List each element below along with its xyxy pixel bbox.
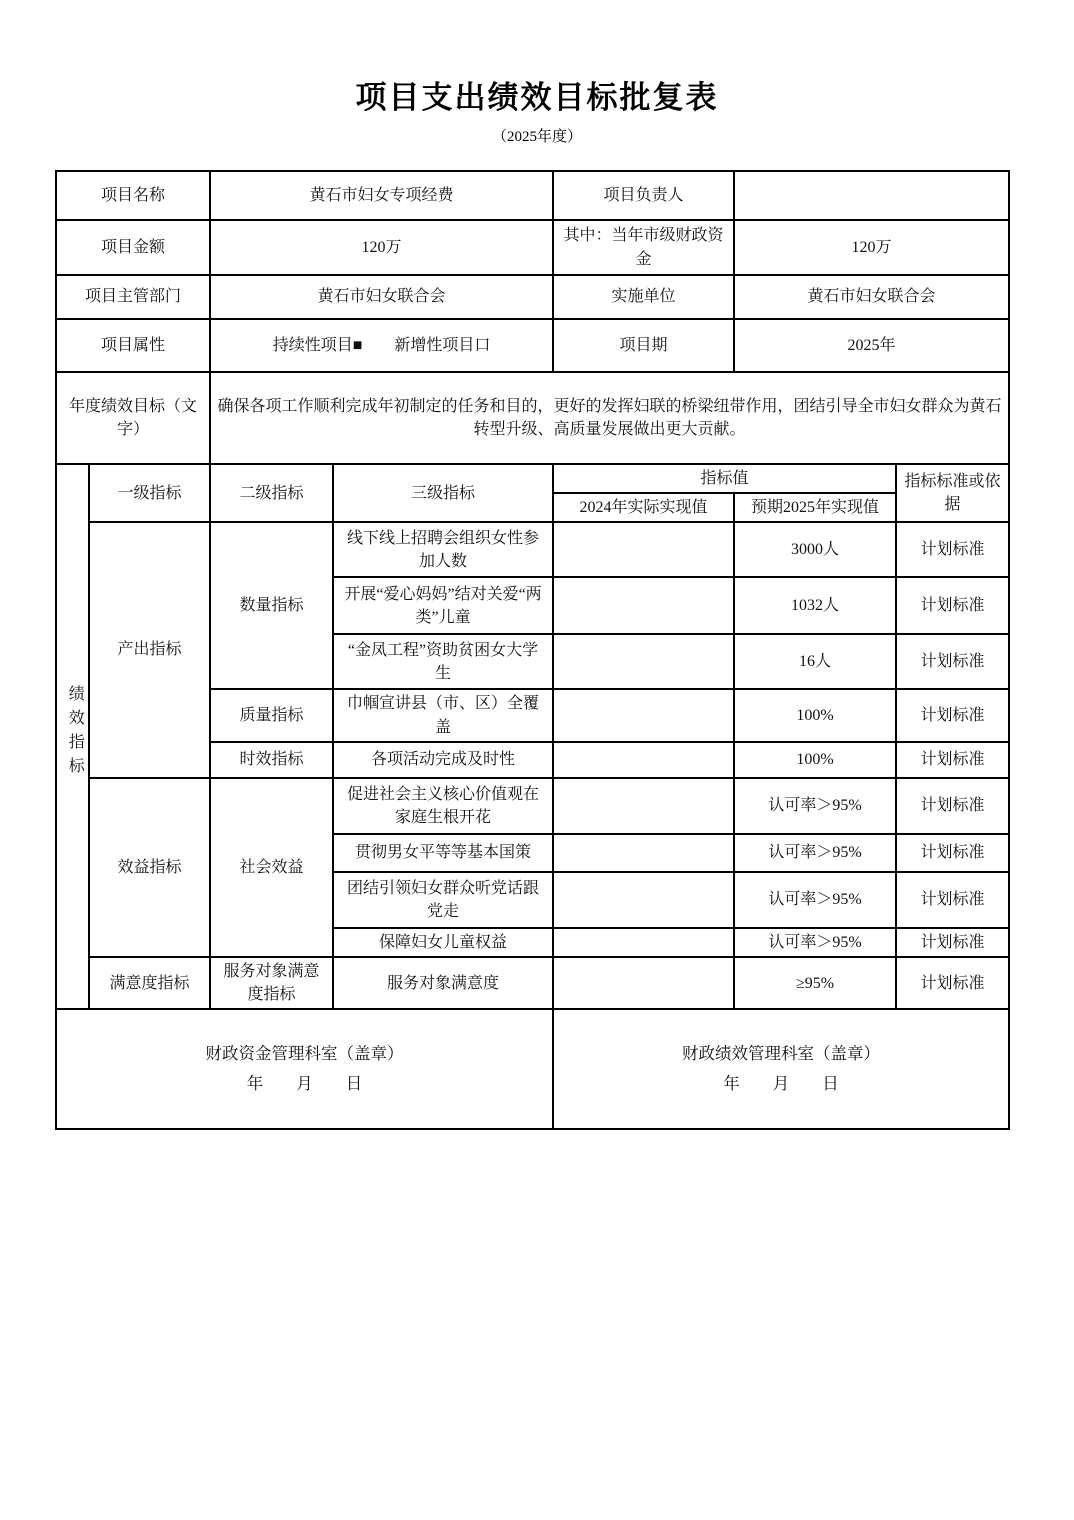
finance-fund-office-label: 财政资金管理科室（盖章） bbox=[205, 1044, 404, 1064]
expected-2025-value: 认可率＞95% bbox=[734, 928, 896, 957]
signature-row bbox=[56, 1009, 1009, 1129]
actual-2024-value bbox=[553, 689, 734, 741]
level1-output-indicator: 产出指标 bbox=[89, 522, 210, 777]
info-row-project-name bbox=[56, 171, 1009, 220]
expected-2025-value: 16人 bbox=[734, 634, 896, 689]
indicator-row bbox=[56, 522, 1009, 577]
expected-2025-value: ≥95% bbox=[734, 957, 896, 1009]
finance-performance-office-label: 财政绩效管理科室（盖章） bbox=[682, 1044, 881, 1064]
finance-performance-office-date: 年 月 日 bbox=[723, 1074, 839, 1094]
level2-quantity-indicator: 数量指标 bbox=[210, 522, 333, 689]
standard-value: 计划标准 bbox=[896, 872, 1009, 928]
actual-2024-value bbox=[553, 742, 734, 778]
level1-satisfaction-indicator: 满意度指标 bbox=[89, 957, 210, 1009]
actual-2024-value bbox=[553, 634, 734, 689]
project-amount-label: 项目金额 bbox=[56, 220, 210, 275]
annual-goal-label: 年度绩效目标（文字） bbox=[56, 372, 210, 464]
standard-value: 计划标准 bbox=[896, 778, 1009, 834]
expected-2025-value: 1032人 bbox=[734, 577, 896, 634]
level3-indicator: 巾帼宣讲县（市、区）全覆盖 bbox=[333, 689, 553, 741]
page-subtitle: （2025年度） bbox=[491, 129, 582, 145]
standard-value: 计划标准 bbox=[896, 834, 1009, 872]
annual-goal-text: 确保各项工作顺利完成年初制定的任务和目的，更好的发挥妇联的桥梁纽带作用，团结引导全市妇女群众为黄石转型升级、高质量发展做出更大贡献。 bbox=[210, 372, 1009, 464]
level2-timeliness-indicator: 时效指标 bbox=[210, 742, 333, 778]
level3-indicator: “金凤工程”资助贫困女大学生 bbox=[333, 634, 553, 689]
actual-2024-value bbox=[553, 834, 734, 872]
finance-performance-office-signature-cell bbox=[553, 1009, 1009, 1129]
actual-2024-header: 2024年实际实现值 bbox=[553, 493, 734, 522]
implementing-unit-label: 实施单位 bbox=[553, 275, 734, 319]
level3-indicator: 开展“爱心妈妈”结对关爱“两类”儿童 bbox=[333, 577, 553, 634]
level3-indicator: 各项活动完成及时性 bbox=[333, 742, 553, 778]
competent-department-label: 项目主管部门 bbox=[56, 275, 210, 319]
project-attribute-label: 项目属性 bbox=[56, 319, 210, 372]
annual-goal-row bbox=[56, 372, 1009, 464]
project-leader-value bbox=[734, 171, 1009, 220]
info-row-project-amount bbox=[56, 220, 1009, 275]
actual-2024-value bbox=[553, 957, 734, 1009]
indicator-value-group-header: 指标值 bbox=[553, 464, 896, 493]
approval-form-table bbox=[55, 170, 1010, 1130]
info-row-project-attribute bbox=[56, 319, 1009, 372]
standard-value: 计划标准 bbox=[896, 522, 1009, 577]
standard-value: 计划标准 bbox=[896, 577, 1009, 634]
level2-header: 二级指标 bbox=[210, 464, 333, 522]
standard-value: 计划标准 bbox=[896, 634, 1009, 689]
implementing-unit-value: 黄石市妇女联合会 bbox=[734, 275, 1009, 319]
actual-2024-value bbox=[553, 577, 734, 634]
indicator-header-row bbox=[56, 464, 1009, 493]
standard-value: 计划标准 bbox=[896, 957, 1009, 1009]
level3-indicator: 团结引领妇女群众听党话跟党走 bbox=[333, 872, 553, 928]
standard-value: 计划标准 bbox=[896, 928, 1009, 957]
project-period-label: 项目期 bbox=[553, 319, 734, 372]
actual-2024-value bbox=[553, 928, 734, 957]
city-level-fund-value: 120万 bbox=[734, 220, 1009, 275]
expected-2025-value: 3000人 bbox=[734, 522, 896, 577]
expected-2025-header: 预期2025年实现值 bbox=[734, 493, 896, 522]
actual-2024-value bbox=[553, 522, 734, 577]
finance-fund-office-date: 年 月 日 bbox=[246, 1074, 363, 1094]
project-name-value: 黄石市妇女专项经费 bbox=[210, 171, 553, 220]
expected-2025-value: 100% bbox=[734, 742, 896, 778]
level3-indicator: 线下线上招聘会组织女性参加人数 bbox=[333, 522, 553, 577]
level3-indicator: 服务对象满意度 bbox=[333, 957, 553, 1009]
project-leader-label: 项目负责人 bbox=[553, 171, 734, 220]
competent-department-value: 黄石市妇女联合会 bbox=[210, 275, 553, 319]
indicator-row bbox=[56, 957, 1009, 1009]
actual-2024-value bbox=[553, 778, 734, 834]
project-name-label: 项目名称 bbox=[56, 171, 210, 220]
expected-2025-value: 认可率＞95% bbox=[734, 834, 896, 872]
project-attribute-value: 持续性项目■ 新增性项目口 bbox=[210, 319, 553, 372]
standard-value: 计划标准 bbox=[896, 742, 1009, 778]
level2-service-satisfaction-indicator: 服务对象满意度指标 bbox=[210, 957, 333, 1009]
level3-indicator: 促进社会主义核心价值观在家庭生根开花 bbox=[333, 778, 553, 834]
expected-2025-value: 认可率＞95% bbox=[734, 872, 896, 928]
finance-fund-office-signature-cell bbox=[56, 1009, 553, 1129]
expected-2025-value: 认可率＞95% bbox=[734, 778, 896, 834]
indicator-row bbox=[56, 778, 1009, 834]
page-title: 项目支出绩效目标批复表 bbox=[355, 80, 719, 115]
project-amount-value: 120万 bbox=[210, 220, 553, 275]
level3-indicator: 贯彻男女平等等基本国策 bbox=[333, 834, 553, 872]
level2-social-benefit: 社会效益 bbox=[210, 778, 333, 957]
level3-header: 三级指标 bbox=[333, 464, 553, 522]
standard-value: 计划标准 bbox=[896, 689, 1009, 741]
performance-indicator-side-label: 绩效指标 bbox=[66, 685, 84, 782]
standard-header: 指标标准或依据 bbox=[896, 464, 1009, 522]
expected-2025-value: 100% bbox=[734, 689, 896, 741]
level3-indicator: 保障妇女儿童权益 bbox=[333, 928, 553, 957]
level1-header: 一级指标 bbox=[89, 464, 210, 522]
project-period-value: 2025年 bbox=[734, 319, 1009, 372]
level2-quality-indicator: 质量指标 bbox=[210, 689, 333, 741]
city-level-fund-label: 其中：当年市级财政资金 bbox=[553, 220, 734, 275]
level1-benefit-indicator: 效益指标 bbox=[89, 778, 210, 957]
performance-indicator-side-cell bbox=[56, 464, 89, 1009]
actual-2024-value bbox=[553, 872, 734, 928]
info-row-competent-department bbox=[56, 275, 1009, 319]
